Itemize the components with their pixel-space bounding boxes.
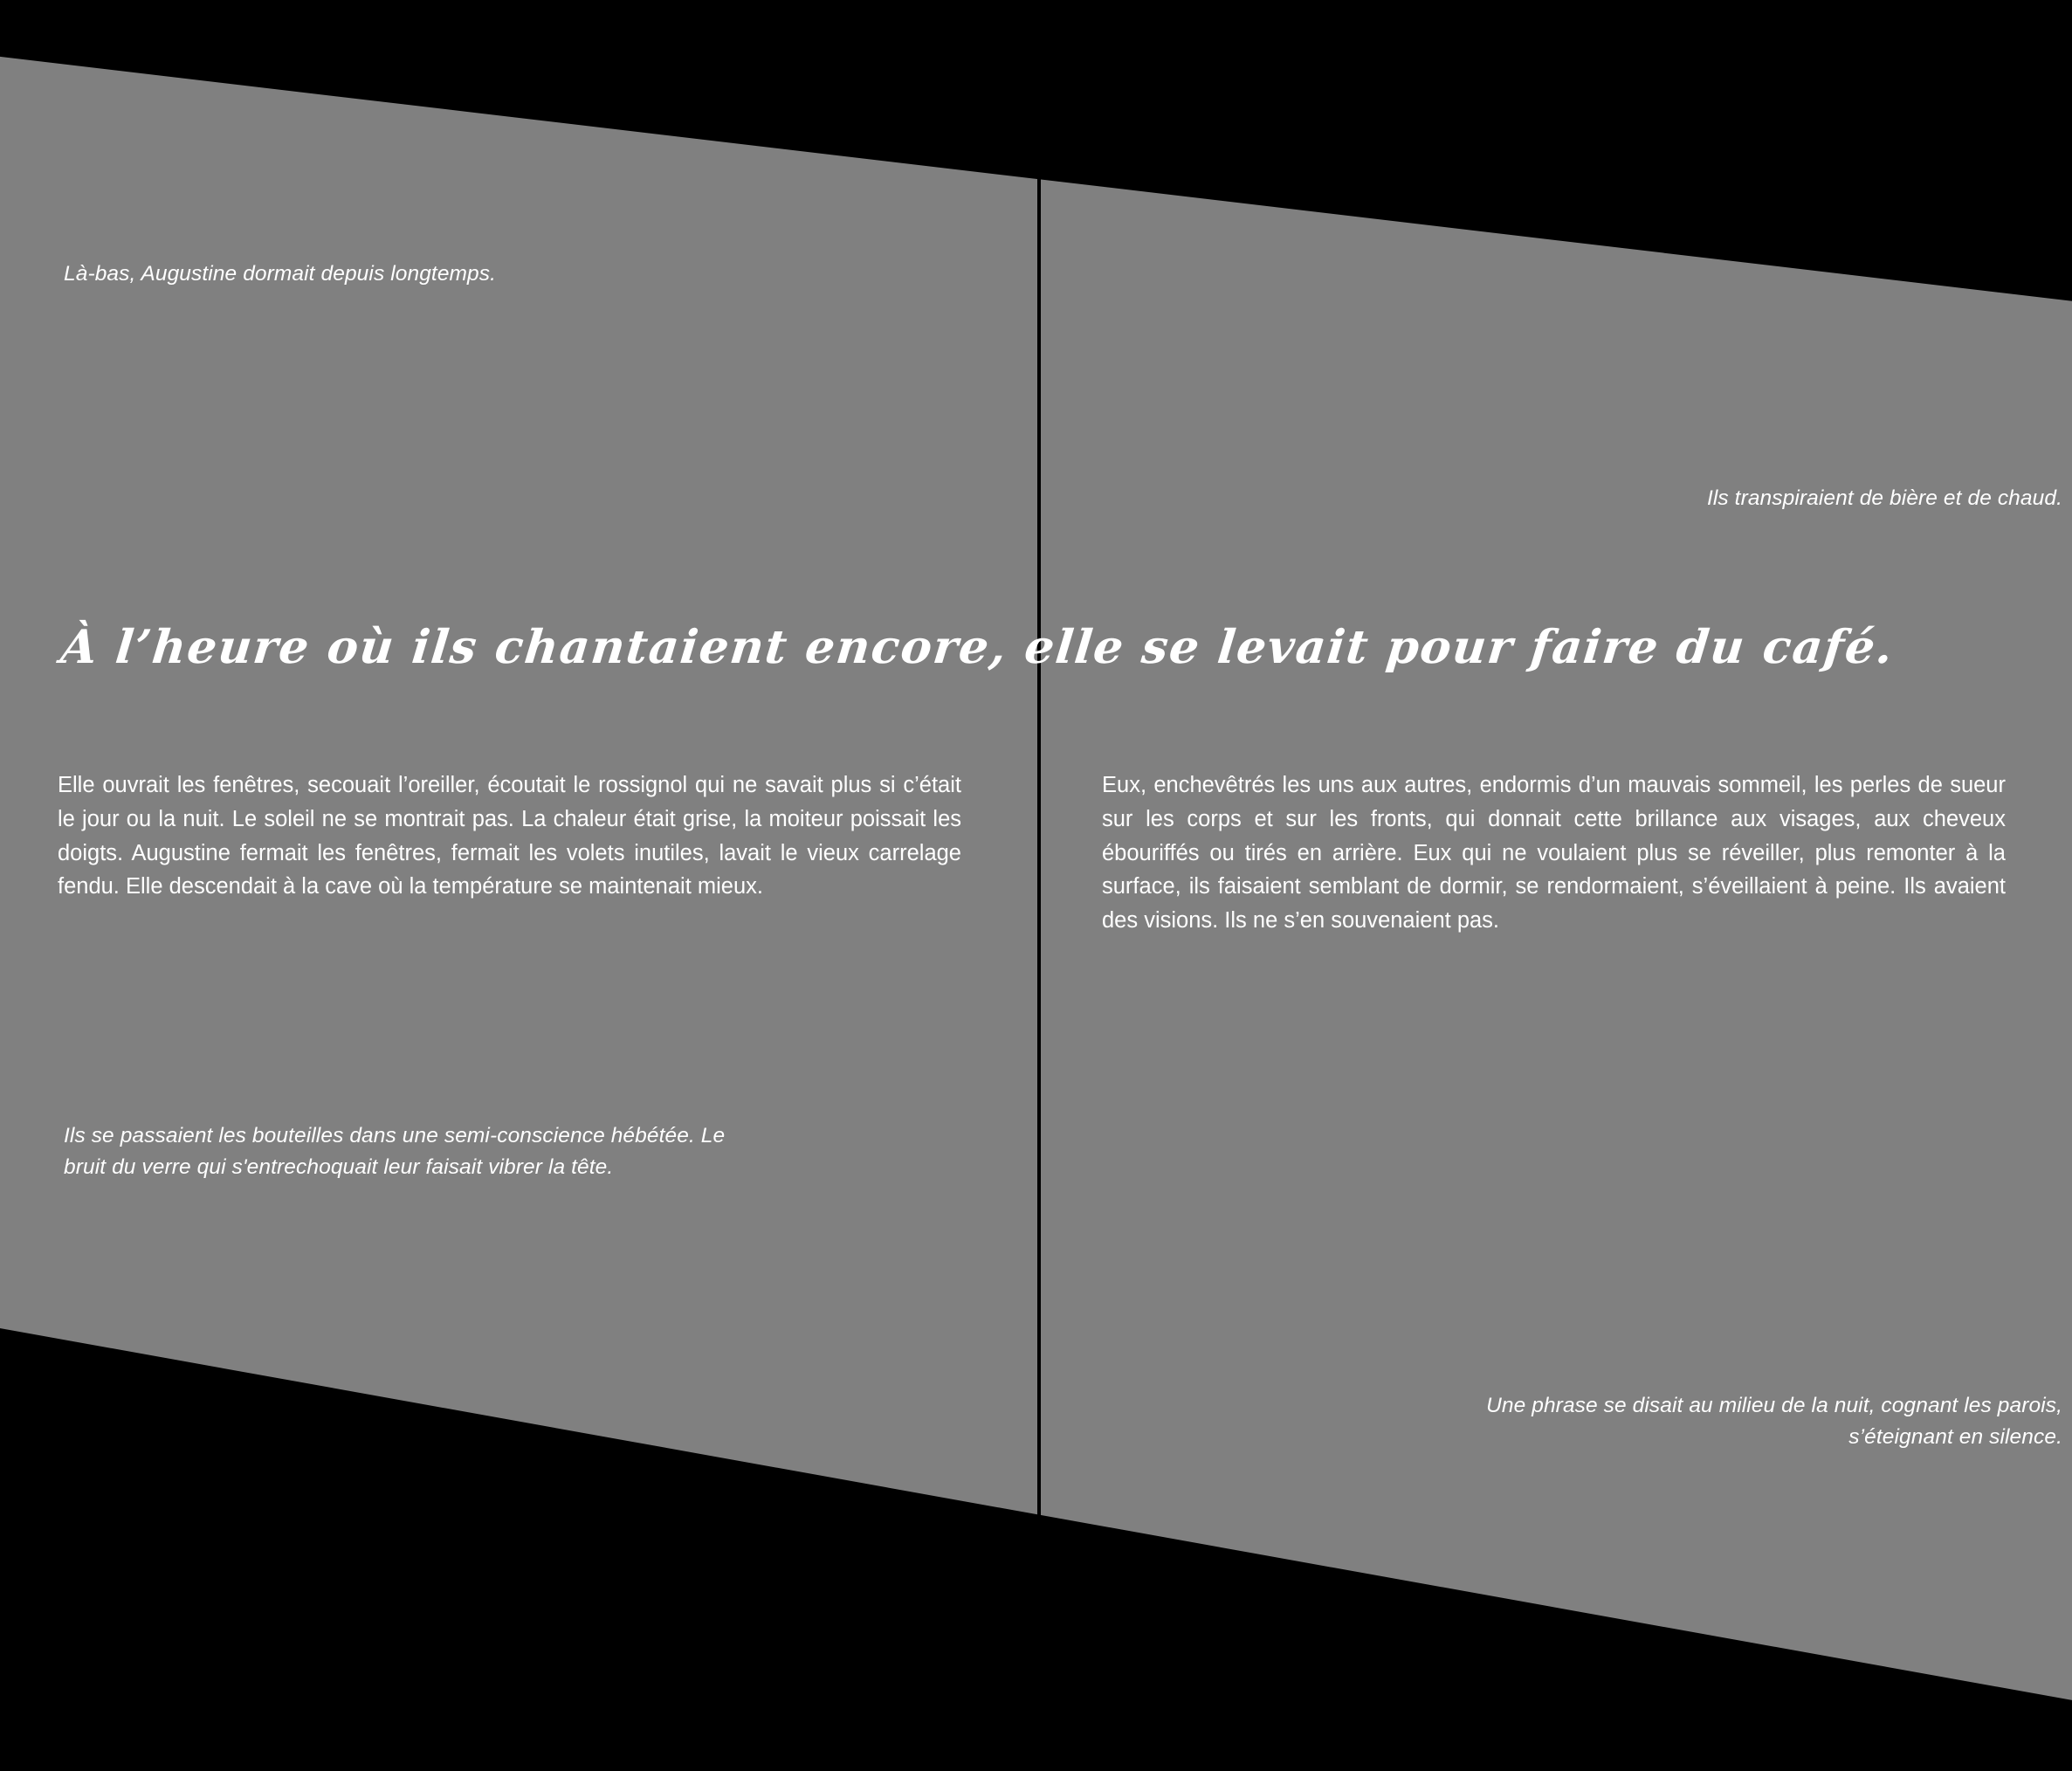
right-page-bottom-caption: Une phrase se disait au milieu de la nuit, cognant les parois, s’éteignant en silence. [1486,1394,2062,1449]
right-page-body-text: Eux, enchevêtrés les uns aux autres, endormis d’un mauvais sommeil, les perles de sueur sur les corps et sur les fronts, qui donnait cette brillance aux visages, aux cheveux ébouriffés ou tirés en arrière. Eux qui ne voulaient plus se réveiller, plus remonter à la surface, ils faisaient semblant de dormir, se rendormaient, s’éveillaient à peine. Ils avaient des visions. Ils ne s’en souvenaient pas. [1102,773,2006,933]
left-page-body-text: Elle ouvrait les fenêtres, secouait l’oreiller, écoutait le rossignol qui ne savait plus si c’était le jour ou la nuit. Le soleil ne se montrait pas. La chaleur était grise, la moiteur poissait les doigts. Augustine fermait les fenêtres, fermait les volets inutiles, lavait le vieux carrelage fendu. Elle descendait à la cave où la température se maintenait mieux. [58,773,961,899]
left-page-top-caption: Là-bas, Augustine dormait depuis longtemps. [64,262,497,286]
left-page-bottom-caption: Ils se passaient les bouteilles dans une semi-conscience hébétée. Le bruit du verre qui s'entrechoquait leur faisait vibrer la tête. [64,1124,726,1179]
spread-headline: À l’heure où ils chantaient encore, elle se levait pour faire du café. [58,620,1896,674]
right-page-top-caption: Ils transpiraient de bière et de chaud. [1706,486,2062,510]
